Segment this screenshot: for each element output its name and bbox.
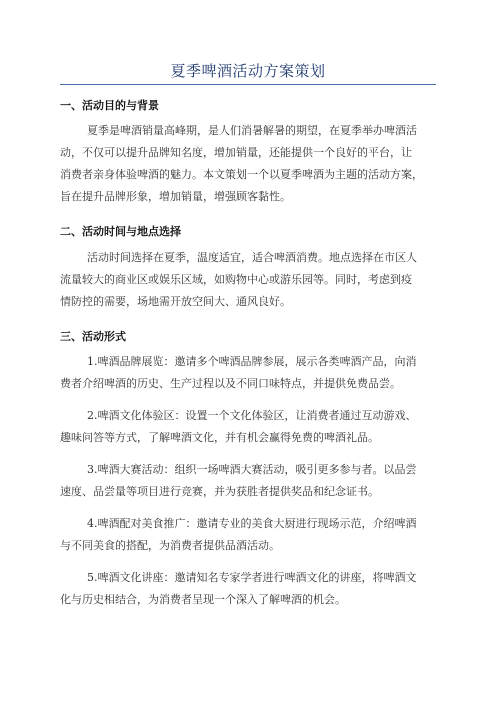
paragraph-line: 3.啤酒大赛活动：组织一场啤酒大赛活动，吸引更多参与者。以品尝 bbox=[87, 463, 417, 476]
paragraph-line: 速度、品尝量等项目进行竞赛，并为获胜者提供奖品和纪念证书。 bbox=[60, 485, 379, 498]
paragraph-format-3 bbox=[60, 459, 440, 503]
paragraph-format-2 bbox=[60, 405, 440, 449]
title-divider bbox=[60, 84, 436, 85]
paragraph-format-4 bbox=[60, 513, 440, 557]
document-title: 夏季啤酒活动方案策划 bbox=[170, 62, 326, 80]
paragraph-line: 费者介绍啤酒的历史、生产过程以及不同口味特点，并提供免费品尝。 bbox=[60, 377, 401, 390]
paragraph-format-1 bbox=[60, 351, 440, 395]
section-heading-time-place: 二、活动时间与地点选择 bbox=[60, 225, 181, 238]
paragraph-line: 1.啤酒品牌展览：邀请多个啤酒品牌参展，展示各类啤酒产品，向消 bbox=[87, 355, 417, 368]
paragraph-purpose bbox=[60, 120, 440, 208]
paragraph-line: 化与历史相结合，为消费者呈现一个深入了解啤酒的机会。 bbox=[60, 593, 346, 606]
paragraph-line: 趣味问答等方式，了解啤酒文化，并有机会赢得免费的啤酒礼品。 bbox=[60, 431, 379, 444]
section-heading-purpose: 一、活动目的与背景 bbox=[60, 99, 159, 112]
paragraph-time-place bbox=[60, 247, 440, 313]
paragraph-line: 4.啤酒配对美食推广：邀请专业的美食大厨进行现场示范，介绍啤酒 bbox=[87, 517, 417, 530]
paragraph-line: 流量较大的商业区或娱乐区域，如购物中心或游乐园等。同时，考虑到疫 bbox=[60, 273, 412, 286]
paragraph-line: 旨在提升品牌形象，增加销量，增强顾客黏性。 bbox=[60, 190, 291, 203]
paragraph-line: 2.啤酒文化体验区：设置一个文化体验区，让消费者通过互动游戏、 bbox=[87, 409, 417, 422]
paragraph-line: 动，不仅可以提升品牌知名度，增加销量，还能提供一个良好的平台，让 bbox=[60, 146, 412, 159]
paragraph-line: 5.啤酒文化讲座：邀请知名专家学者进行啤酒文化的讲座，将啤酒文 bbox=[87, 571, 417, 584]
paragraph-line: 与不同美食的搭配，为消费者提供品酒活动。 bbox=[60, 539, 280, 552]
paragraph-line: 消费者亲身体验啤酒的魅力。本文策划一个以夏季啤酒为主题的活动方案， bbox=[60, 168, 423, 181]
paragraph-line: 活动时间选择在夏季，温度适宜，适合啤酒消费。地点选择在市区人 bbox=[87, 251, 417, 264]
paragraph-line: 夏季是啤酒销量高峰期，是人们消暑解暑的期望，在夏季举办啤酒活 bbox=[87, 124, 417, 137]
paragraph-format-5 bbox=[60, 567, 440, 611]
section-heading-format: 三、活动形式 bbox=[60, 330, 126, 343]
paragraph-line: 情防控的需要，场地需开放空间大、通风良好。 bbox=[60, 295, 291, 308]
